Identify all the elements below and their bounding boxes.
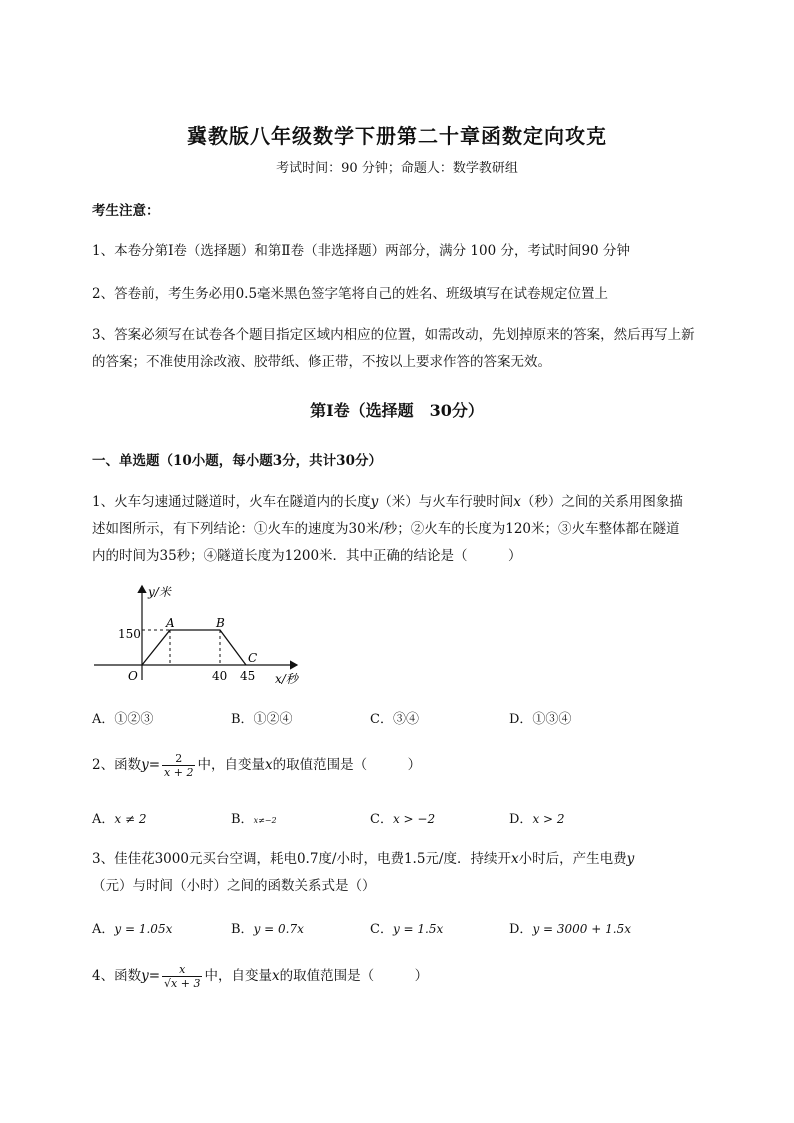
q2-denominator: x + 2	[164, 766, 194, 779]
q2-option-c-value: x > −2	[392, 812, 436, 826]
q2-func-y: y	[141, 757, 149, 773]
q1-var-x: x	[513, 494, 521, 510]
graph-line	[142, 630, 246, 665]
q2-option-d[interactable]	[509, 808, 565, 827]
q3-line-1	[92, 846, 712, 872]
q3-option-b[interactable]	[231, 918, 304, 937]
q3-line1-b: 小时后，产生电费	[518, 851, 627, 867]
q2-option-a[interactable]	[92, 808, 146, 827]
q4-denominator: √x + 3	[164, 977, 201, 990]
q3-option-b-label: B．	[231, 922, 254, 937]
q4-func-y: y	[141, 968, 149, 984]
q2-option-d-label: D．	[509, 812, 533, 827]
q1-line-1	[92, 489, 712, 515]
q1-option-d[interactable]: D．①③④	[509, 712, 572, 727]
q4-stem	[92, 963, 712, 990]
q3-option-c-value: y = 1.5x	[392, 922, 444, 936]
q2-option-b[interactable]	[231, 808, 277, 827]
part-heading: 一、单选题（10小题，每小题3分，共计30分）	[92, 453, 382, 469]
q3-option-a[interactable]	[92, 918, 172, 937]
q3-option-d-label: D．	[509, 922, 533, 937]
y-tick-150: 150	[118, 627, 141, 641]
q2-eq: =	[148, 757, 161, 773]
q3-option-d[interactable]	[509, 918, 631, 937]
q2-suffix-b: 的取值范围是（ ）	[272, 757, 422, 773]
notice-1: 1、本卷分第Ⅰ卷（选择题）和第Ⅱ卷（非选择题）两部分，满分 100 分，考试时间90 分钟	[92, 243, 630, 259]
q2-option-a-value: x ≠ 2	[114, 812, 147, 826]
q1-var-y: y	[370, 494, 379, 510]
q2-option-d-value: x > 2	[532, 812, 565, 826]
q1-option-a[interactable]: A．①②③	[92, 712, 154, 727]
x-tick-40: 40	[212, 669, 228, 683]
q3-option-b-value: y = 0.7x	[253, 922, 304, 936]
q2-option-b-value: x≠−2	[253, 816, 277, 825]
q2-numerator: 2	[162, 752, 195, 766]
q1-option-b[interactable]: B．①②④	[231, 712, 293, 727]
q2-option-b-label: B．	[231, 812, 254, 827]
q2-option-a-label: A．	[92, 812, 115, 827]
notice-heading: 考生注意：	[92, 203, 160, 219]
y-axis-label: y/米	[148, 585, 171, 599]
q2-prefix: 2、函数	[92, 757, 142, 773]
q3-option-a-value: y = 1.05x	[114, 922, 173, 936]
q4-suffix-a: 中，自变量	[204, 968, 272, 984]
point-b-label: B	[216, 616, 225, 630]
document-title: 冀教版八年级数学下册第二十章函数定向攻克	[187, 124, 607, 148]
q3-option-c-label: C．	[370, 922, 393, 937]
q1-option-c[interactable]: C．③④	[370, 712, 419, 727]
q4-eq: =	[148, 968, 161, 984]
q1-text-b: （米）与火车行驶时间	[378, 494, 514, 510]
q4-prefix: 4、函数	[92, 968, 142, 984]
q3-option-d-value: y = 3000 + 1.5x	[532, 922, 631, 936]
q2-option-c-label: C．	[370, 812, 393, 827]
q2-fraction	[162, 752, 195, 779]
section-title: 第Ⅰ卷（选择题 30分）	[310, 401, 484, 420]
x-axis-label: x/秒	[275, 672, 298, 686]
notice-3: 3、答案必须写在试卷各个题目指定区域内相应的位置，如需改动，先划掉原来的答案，然后再写上新的答案；不准使用涂改液、胶带纸、修正带，不按以上要求作答的答案无效。	[92, 327, 695, 370]
x-tick-45: 45	[240, 669, 256, 683]
q2-var: x	[264, 757, 273, 773]
q3-var-y: y	[626, 851, 635, 867]
q3-line1-a: 3、佳佳花3000元买台空调，耗电0.7度/小时，电费1.5元/度．持续开	[92, 851, 511, 867]
q1-text-a: 1、火车匀速通过隧道时，火车在隧道内的长度	[92, 494, 371, 510]
q3-option-c[interactable]	[370, 918, 443, 937]
origin-label: O	[128, 669, 138, 683]
q2-suffix-a: 中，自变量	[197, 757, 265, 773]
q4-fraction	[162, 963, 202, 990]
point-c-label: C	[248, 651, 258, 665]
document-subtitle: 考试时间：90 分钟；命题人：数学教研组	[276, 161, 518, 176]
q4-numerator: x	[162, 963, 202, 977]
q2-option-c[interactable]	[370, 808, 435, 827]
point-a-label: A	[166, 616, 175, 630]
q4-suffix-b: 的取值范围是（ ）	[279, 968, 429, 984]
q1-line-2: 述如图所示，有下列结论：①火车的速度为30米/秒；②火车的长度为120米；③火车整体都在隧道	[92, 521, 680, 537]
q3-var-x: x	[510, 851, 519, 867]
q1-line-3: 内的时间为35秒；④隧道长度为1200米．其中正确的结论是（ ）	[92, 548, 522, 564]
q4-var: x	[271, 968, 280, 984]
q3-option-a-label: A．	[92, 922, 115, 937]
q1-graph	[92, 580, 312, 690]
notice-2: 2、答卷前，考生务必用0.5毫米黑色签字笔将自己的姓名、班级填写在试卷规定位置上	[92, 286, 609, 302]
q3-line-2: （元）与时间（小时）之间的函数关系式是（）	[92, 878, 376, 894]
q2-stem	[92, 752, 712, 779]
q1-text-c: （秒）之间的关系用图象描	[520, 494, 683, 510]
